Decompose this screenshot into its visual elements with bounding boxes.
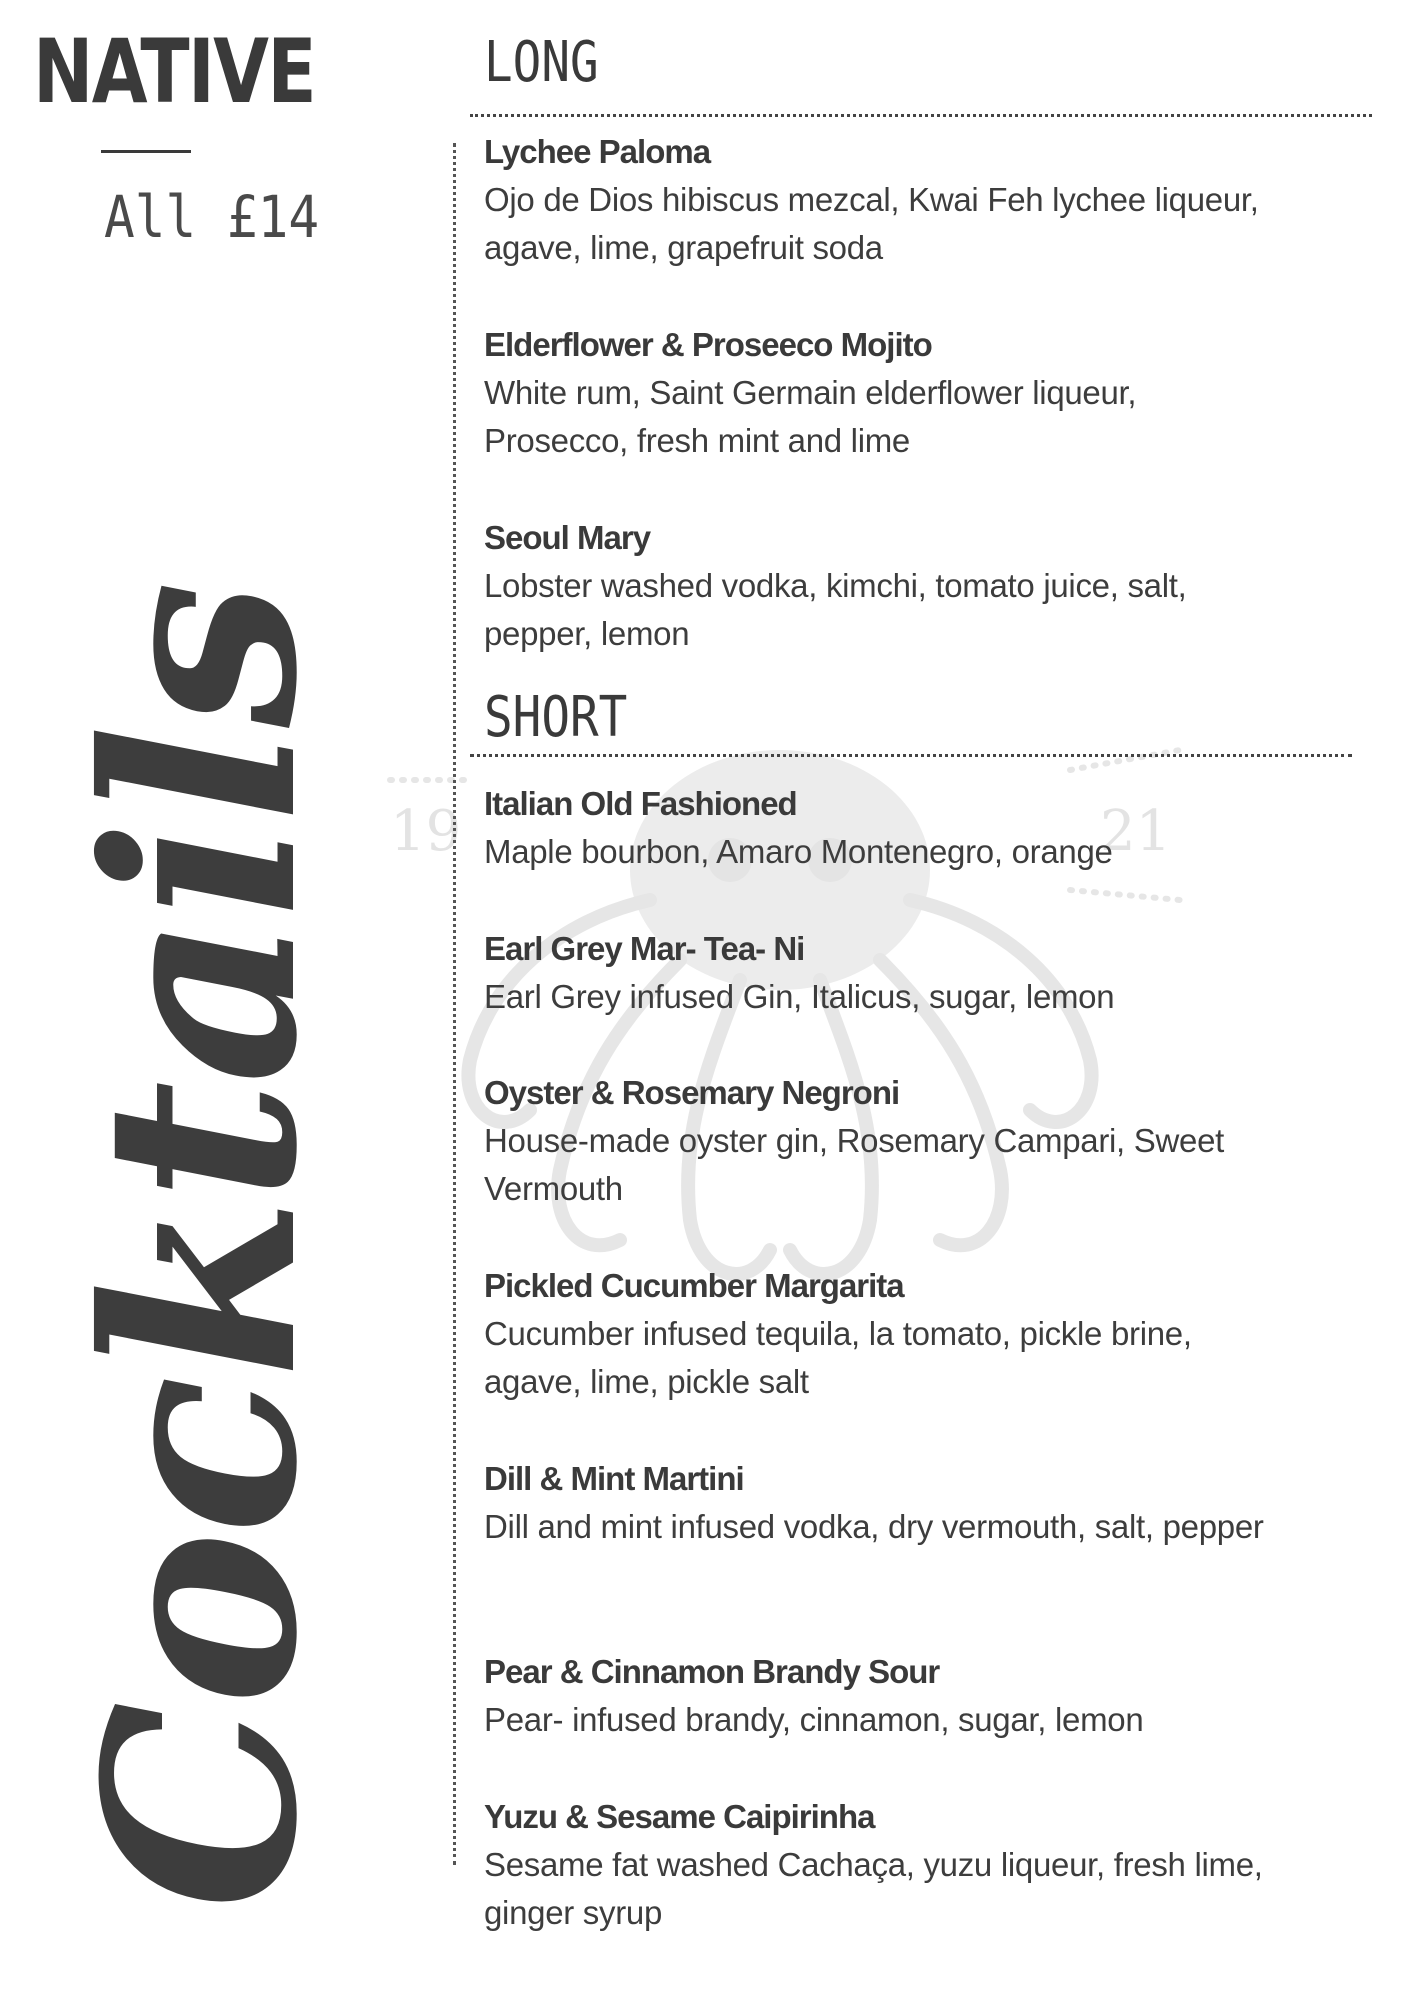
section-divider-short (470, 754, 1352, 757)
menu-item (484, 1793, 1264, 1937)
item-description: Lobster washed vodka, kimchi, tomato juice, salt, pepper, lemon (484, 567, 1187, 652)
item-name: Dill & Mint Martini (484, 1460, 744, 1497)
menu-item (484, 321, 1264, 465)
item-description: Earl Grey infused Gin, Italicus, sugar, lemon (484, 978, 1115, 1015)
watermark-year-right: 21 (1100, 799, 1172, 864)
section-divider-long (470, 114, 1372, 117)
brand-divider (101, 150, 191, 153)
item-name: Yuzu & Sesame Caipirinha (484, 1798, 875, 1835)
item-description: Sesame fat washed Cachaça, yuzu liqueur, fresh lime, ginger syrup (484, 1846, 1263, 1931)
price-label: All £14 (104, 183, 320, 251)
vertical-divider (453, 143, 456, 1865)
item-description: Maple bourbon, Amaro Montenegro, orange (484, 833, 1113, 870)
page-title: Cocktails (47, 584, 355, 1910)
item-description: Pear- infused brandy, cinnamon, sugar, lemon (484, 1701, 1144, 1738)
item-name: Oyster & Rosemary Negroni (484, 1074, 900, 1111)
menu-item (484, 1455, 1264, 1551)
item-name: Seoul Mary (484, 519, 651, 556)
brand-logo: NATIVE (33, 20, 316, 123)
item-description: House-made oyster gin, Rosemary Campari, Sweet Vermouth (484, 1122, 1224, 1207)
section-title-short: SHORT (484, 685, 628, 750)
item-name: Lychee Paloma (484, 133, 711, 170)
item-name: Elderflower & Proseeco Mojito (484, 326, 932, 363)
item-description: Cucumber infused tequila, la tomato, pickle brine, agave, lime, pickle salt (484, 1315, 1192, 1400)
menu-item (484, 514, 1264, 658)
item-description: Ojo de Dios hibiscus mezcal, Kwai Feh lychee liqueur, agave, lime, grapefruit soda (484, 181, 1259, 266)
menu-item (484, 1262, 1264, 1406)
watermark-year-left: 19 (390, 799, 462, 864)
item-description: White rum, Saint Germain elderflower liqueur, Prosecco, fresh mint and lime (484, 374, 1137, 459)
menu-item (484, 925, 1264, 1021)
item-name: Earl Grey Mar- Tea- Ni (484, 930, 805, 967)
item-name: Pear & Cinnamon Brandy Sour (484, 1653, 940, 1690)
menu-item (484, 128, 1264, 272)
menu-item (484, 780, 1264, 876)
item-name: Italian Old Fashioned (484, 785, 797, 822)
menu-item (484, 1069, 1264, 1213)
item-description: Dill and mint infused vodka, dry vermouth, salt, pepper (484, 1508, 1264, 1545)
menu-item (484, 1648, 1264, 1744)
section-title-long: LONG (484, 30, 599, 95)
item-name: Pickled Cucumber Margarita (484, 1267, 904, 1304)
